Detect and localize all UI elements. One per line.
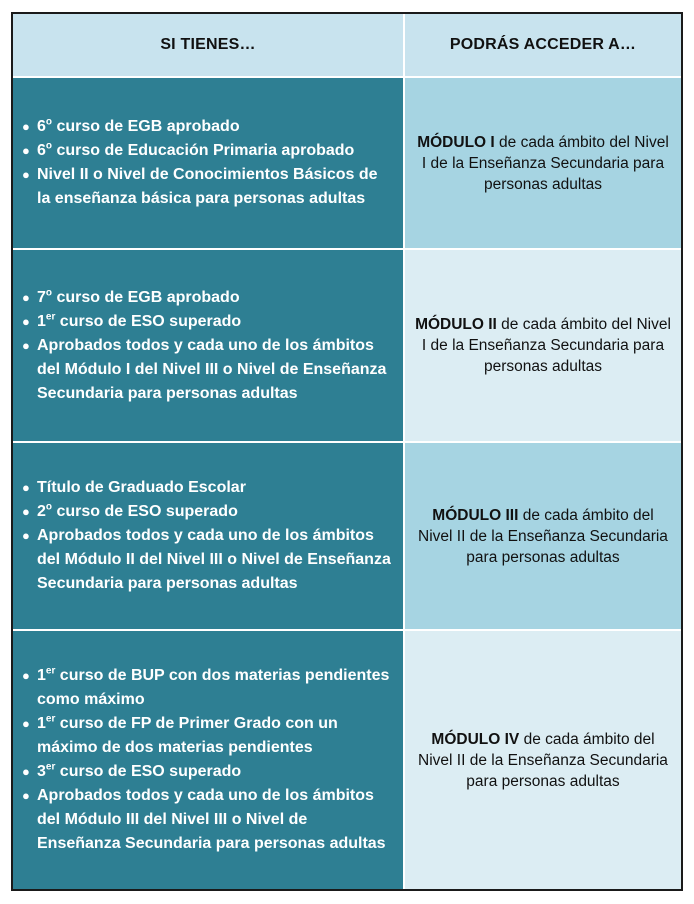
bullet-icon: ● — [22, 528, 30, 543]
requirements-cell-2 — [13, 250, 405, 443]
bullet-icon: ● — [22, 313, 30, 329]
module-cell-4 — [405, 631, 681, 889]
access-table — [11, 12, 683, 891]
bullet-icon: ● — [22, 788, 30, 803]
module-cell-1 — [405, 78, 681, 250]
list-item: ● 1er curso de FP de Primer Grado con un máximo de dos materias pendientes — [22, 713, 338, 756]
bullet-icon: ● — [22, 337, 30, 353]
module-name: MÓDULO I — [417, 133, 495, 151]
list-item: ● 6$^o$ curso de Educación Primaria aprobado — [21, 139, 391, 163]
module-description: de cada ámbito del Nivel II de la Enseñanza Secundaria para personas adultas — [418, 506, 668, 566]
list-item: ● Título de Graduado Escolar — [21, 476, 391, 500]
bullet-icon: ● — [22, 504, 30, 519]
bullet-icon: ● — [22, 119, 30, 134]
requirements-list-2 — [13, 286, 403, 406]
list-item: ● Aprobados todos y cada uno de los ámbitos del Módulo II del Nivel III o Nivel de Enseñanza Secundaria para personas adultas — [21, 524, 391, 596]
module-description: de cada ámbito del Nivel I de la Enseñanza Secundaria para personas adultas — [421, 133, 669, 193]
bullet-icon: ● — [22, 668, 30, 683]
bullet-icon: ● — [22, 716, 30, 731]
bullet-icon: ● — [22, 764, 30, 779]
module-cell-3 — [405, 443, 681, 631]
requirements-list-3 — [13, 476, 403, 596]
module-description: de cada ámbito del Nivel I de la Enseñanza Secundaria para personas adultas — [421, 316, 671, 375]
bullet-icon: ● — [22, 480, 30, 495]
list-item: ● 3er curso de ESO superado — [21, 760, 391, 784]
list-item: ● 6$^o$ curso de EGB aprobado — [21, 115, 391, 139]
requirements-cell-4 — [13, 631, 405, 889]
requirements-cell-1 — [13, 78, 405, 250]
requirements-list-1 — [13, 115, 403, 211]
list-item: ● 1er curso de BUP con dos materias pendientes como máximo — [22, 665, 390, 708]
header-podras-acceder: PODRÁS ACCEDER A… — [405, 14, 681, 78]
list-item: ● 1er curso de ESO superado — [21, 310, 391, 334]
module-name: MÓDULO III — [432, 506, 519, 524]
bullet-icon: ● — [22, 289, 30, 305]
bullet-icon: ● — [22, 167, 30, 182]
list-item: ● Aprobados todos y cada uno de los ámbitos del Módulo I del Nivel III o Nivel de Enseñanza Secundaria para personas adultas — [21, 334, 391, 406]
header-si-tienes: SI TIENES… — [13, 14, 405, 78]
module-name: MÓDULO IV — [431, 730, 520, 748]
list-item: ● 2$^o$ curso de ESO superado — [21, 500, 391, 524]
module-description: de cada ámbito del Nivel II de la Enseñanza Secundaria para personas adultas — [418, 730, 668, 790]
requirements-list-4 — [13, 664, 403, 856]
list-item: ● Nivel II o Nivel de Conocimientos Básicos de la enseñanza básica para personas adultas — [21, 163, 391, 211]
list-item: ● 7$^o$ curso de EGB aprobado — [21, 286, 391, 310]
requirements-cell-3 — [13, 443, 405, 631]
module-cell-2 — [405, 250, 681, 443]
module-name: MÓDULO II — [415, 316, 497, 333]
list-item: ● Aprobados todos y cada uno de los ámbitos del Módulo III del Nivel III o Nivel de Enseñanza Secundaria para personas adultas — [21, 784, 391, 856]
bullet-icon: ● — [22, 143, 30, 158]
